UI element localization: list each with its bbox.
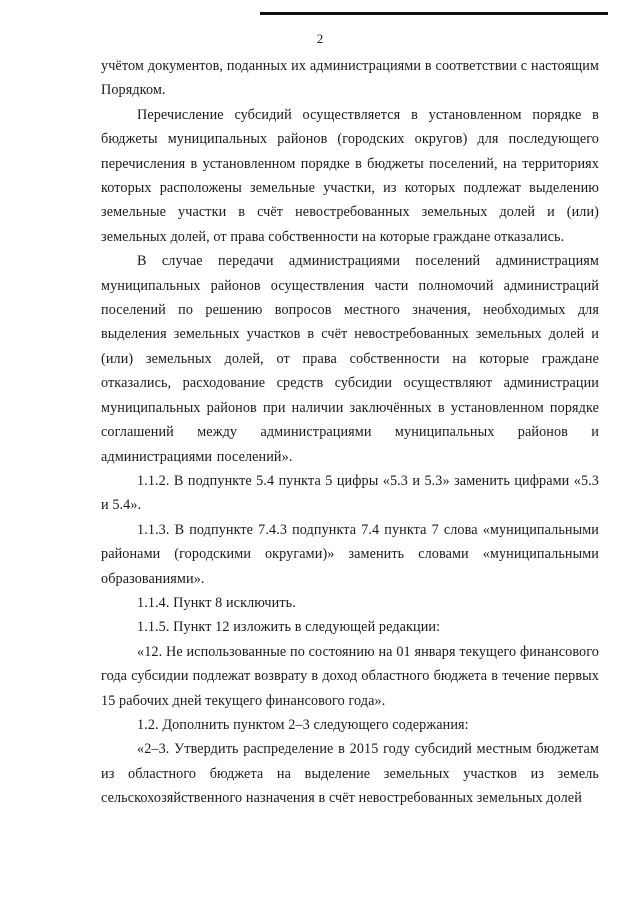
header-rule [260,12,608,15]
paragraph-9: 1.2. Дополнить пунктом 2–3 следующего содержания: [137,716,469,733]
paragraph-2: Перечисление субсидий осуществляется в установленном порядке в бюджеты муниципальных районов (городских округов) для последующего перечисления в установленном порядке в бюджеты поселений, на территориях которых расположены земельные участки, из которых подлежат выделению земельные участки в счёт невостребованных земельных долей и (или) земельных долей, от права собственности на которые граждане отказались. [101,106,599,245]
paragraph-5: 1.1.3. В подпункте 7.4.3 подпункта 7.4 пункта 7 слова «муниципальными районами (городскими округами)» заменить словами «муниципальными образованиями». [101,521,599,587]
paragraph-4: 1.1.2. В подпункте 5.4 пункта 5 цифры «5.3 и 5.3» заменить цифрами «5.3 и 5.4». [101,472,599,514]
paragraph-10: «2–3. Утвердить распределение в 2015 году субсидий местным бюджетам из областного бюджета на выделение земельных участков из земель сельскохозяйственного назначения в счёт невостребованных земельных долей [101,741,599,807]
paragraph-7: 1.1.5. Пункт 12 изложить в следующей редакции: [137,619,441,636]
paragraph-1: учётом документов, поданных их администрациями в соответствии с настоящим Порядком. [101,58,599,99]
page-number: 2 [316,31,324,46]
paragraph-6: 1.1.4. Пункт 8 исключить. [137,594,296,611]
paragraph-3: В случае передачи администрациями поселений администрациям муниципальных районов осуществления части полномочий администраций поселений по решению вопросов местного значения, необходимых для выделения земельных участков в счёт невостребованных земельных долей и (или) земельных долей, от права собственности на которые граждане отказались, расходование средств субсидии осуществляют администрации муниципальных районов при наличии заключённых в установленном порядке соглашений между администрациями муниципальных районов и администрациями поселений». [101,253,599,465]
document-body [101,54,599,811]
paragraph-8: «12. Не использованные по состоянию на 01 января текущего финансового года субсидии подлежат возврату в доход областного бюджета в течение первых 15 рабочих дней текущего финансового года». [101,643,599,709]
